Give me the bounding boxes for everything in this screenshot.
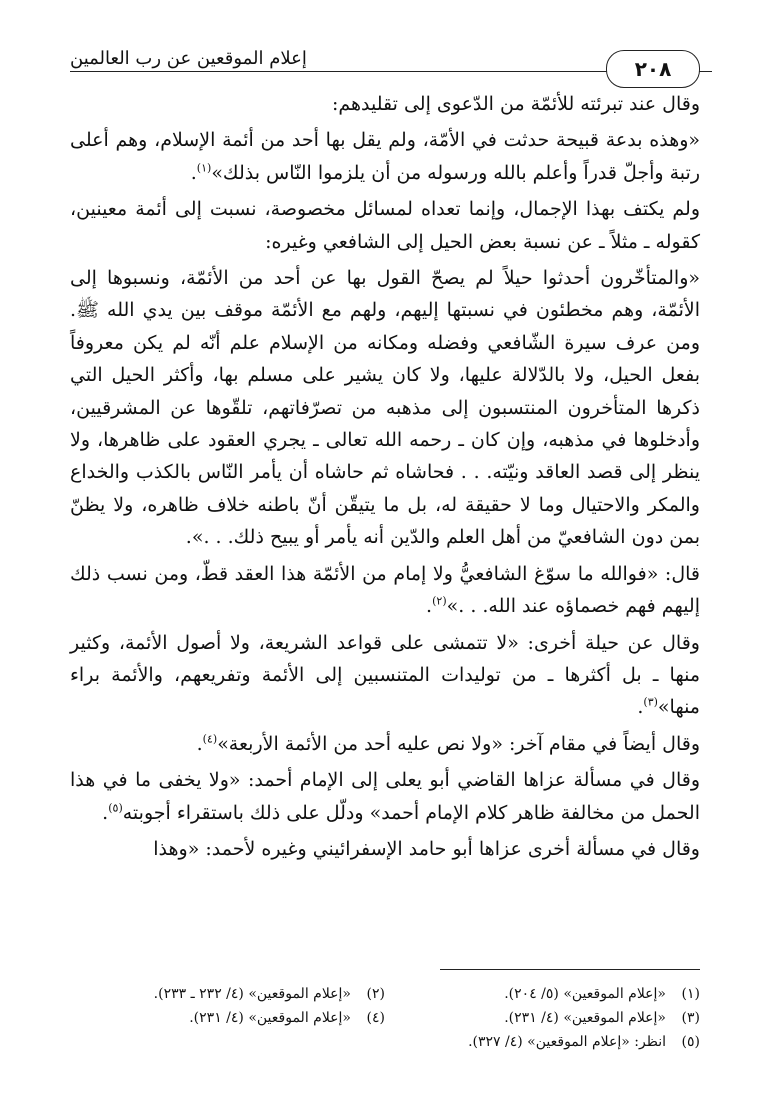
footnote: (٣)«إعلام الموقعين» (٤/ ٢٣١).: [504, 1010, 700, 1026]
paragraph: وقال عن حيلة أخرى: «لا تتمشى على قواعد الشريعة، ولا أصول الأئمة، وكثير منها ـ بل أكثرها ـ من توليدات المتنسبين إلى الأئمة وتفريعهم، والأئمة براء منها»$^{(٣)}$.: [70, 631, 700, 719]
footnote: (١)«إعلام الموقعين» (٥/ ٢٠٤).: [504, 986, 700, 1002]
book-title: إعلام الموقعين عن رب العالمين: [70, 48, 307, 69]
footnote: (٢)«إعلام الموقعين» (٤/ ٢٣٢ ـ ٢٣٣).: [153, 986, 385, 1002]
paragraph: وقال أيضاً في مقام آخر: «ولا نص عليه أحد من الأئمة الأربعة»$^{(٤)}$.: [196, 732, 700, 755]
footnote-separator: [440, 969, 700, 970]
paragraph: وقال عند تبرئته للأئمّة من الدّعوى إلى تقليدهم:: [331, 93, 700, 115]
main-text: [70, 88, 700, 865]
footnote: (٥)انظر: «إعلام الموقعين» (٤/ ٣٢٧).: [468, 1034, 700, 1050]
footnote: (٤)«إعلام الموقعين» (٤/ ٢٣١).: [189, 1010, 385, 1026]
running-header: [70, 40, 712, 80]
footnote-marker: (٤): [202, 732, 218, 746]
footnote-marker: (٣): [643, 695, 658, 709]
paragraph: قال: «فوالله ما سوّغ الشافعيُّ ولا إمام من الأئمّة هذا العقد قطّ، ومن نسب ذلك إليهم فهم خصماؤه عند الله. . .»$^{(٢)}$.: [70, 562, 701, 618]
page-number: ٢٠٨: [606, 50, 700, 88]
footnote-marker: (٥): [108, 801, 123, 815]
footnotes: [70, 982, 700, 1054]
footnote-marker: (١): [196, 161, 212, 175]
paragraph: وقال في مسألة أخرى عزاها أبو حامد الإسفرائيني وغيره لأحمد: «وهذا: [153, 837, 700, 860]
paragraph: وقال في مسألة عزاها القاضي أبو يعلى إلى الإمام أحمد: «ولا يخفى ما في هذا الحمل من مخالفة ظاهر كلام الإمام أحمد» ودلّل على ذلك باستقراء أجوبته$^{(٥)}$.: [70, 769, 700, 824]
paragraph: ولم يكتف بهذا الإجمال، وإنما تعداه لمسائل مخصوصة، نسبت إلى أئمة معينين، كقوله ـ مثلاً ـ عن نسبة بعض الحيل إلى الشافعي وغيره:: [70, 198, 700, 253]
paragraph: «وهذه بدعة قبيحة حدثت في الأمّة، ولم يقل بها أحد من أئمة الإسلام، وهم أعلى رتبة وأجلّ قدراً وأعلم بالله ورسوله من أن يلزموا النّاس بذلك»$^{(١)}$.: [70, 129, 701, 184]
paragraph: «والمتأخّرون أحدثوا حيلاً لم يصحّ القول بها عن أحد من الأئمّة، ونسبوها إلى الأئمّة، وهم مخطئون في نسبتها إليهم، ولهم مع الأئمّة موقف بين يدي الله ﷺ. ومن عرف سيرة الشّافعي وفضله ومكانه من الإسلام علم أنّه لم يكن معروفاً بفعل الحيل، ولا بالدّلالة عليها، ولا كان يشير على مسلم بها، وأكثر الحيل التي ذكرها المتأخرون المنتسبون إلى مذهبه من تصرّفاتهم، تلقّوها عن المشرقيين، وأدخلوها في مذهبه، وإن كان ـ رحمه الله تعالى ـ يجري العقود على ظاهرها، ولا ينظر إلى قصد العاقد ونيّته. . . فحاشاه ثم حاشاه أن يأمر النّاس بالكذب والخداع والمكر والاحتيال وما لا حقيقة له، بل ما يتيقّن أنّ باطنه خلاف ظاهره، ولا يظنّ بمن دون الشافعيّ من أهل العلم والدّين أنه يأمر أو يبيح ذلك. . .».: [70, 267, 701, 549]
footnote-marker: (٢): [432, 594, 447, 608]
